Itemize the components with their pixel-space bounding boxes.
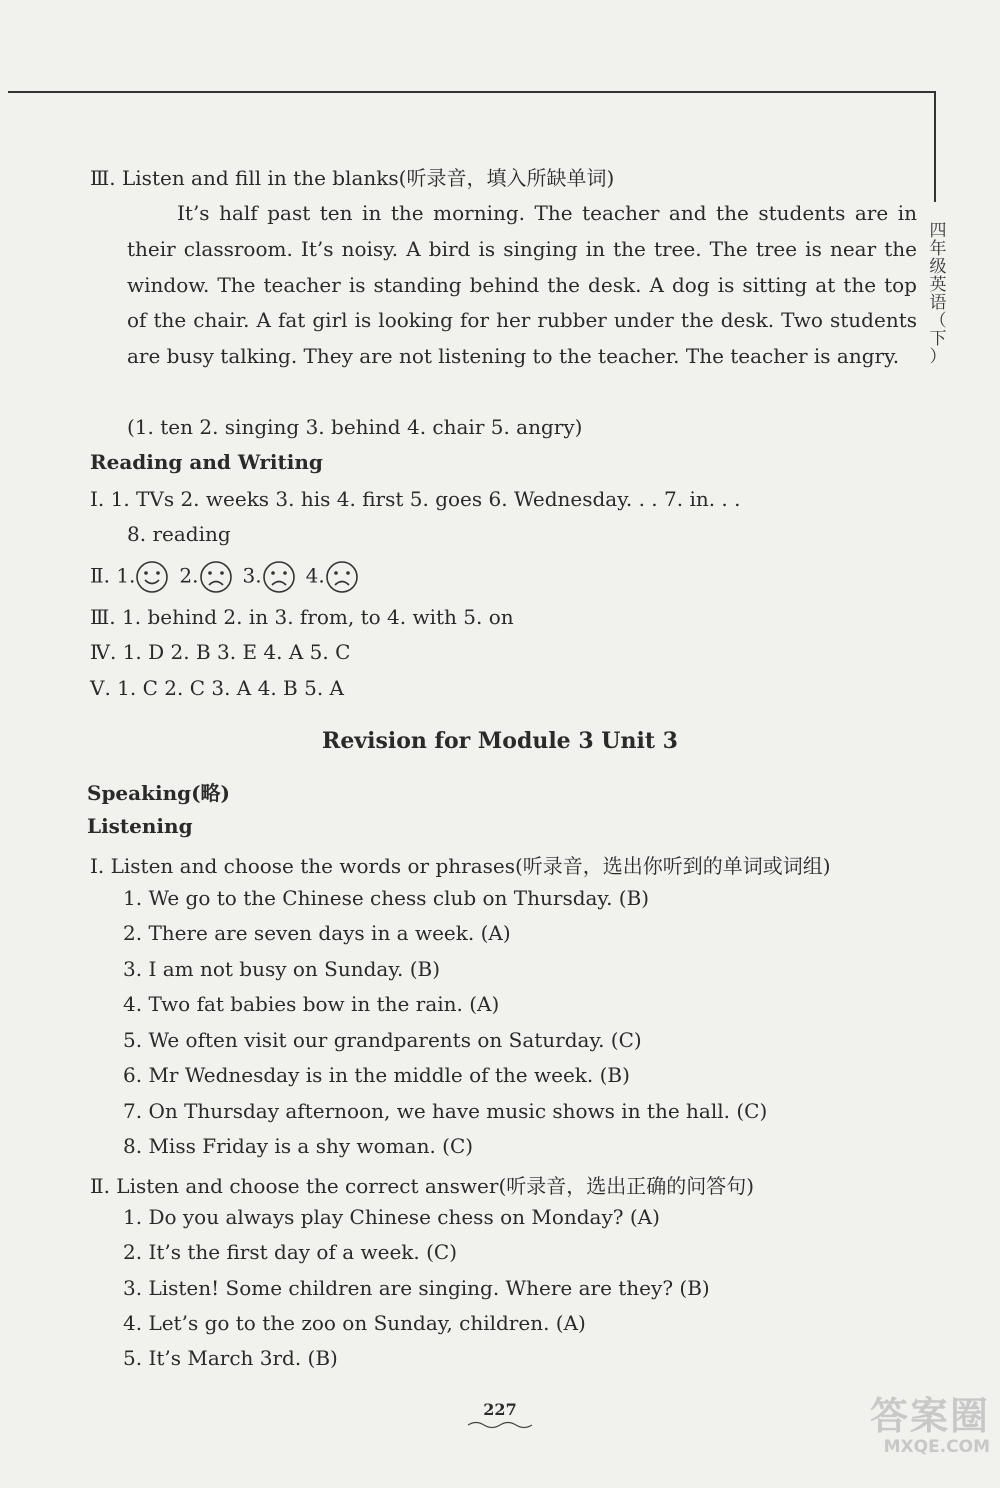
side-label-char: 语	[929, 293, 947, 313]
list-item: 8. Miss Friday is a shy woman. (C)	[123, 1134, 474, 1158]
listening-part2-heading: Ⅱ. Listen and choose the correct answer(听录音，选出正确的问答句)	[90, 1174, 755, 1198]
sad-face-icon	[262, 560, 296, 594]
speaking-heading: Speaking(略)	[87, 781, 231, 805]
page-number: 227	[483, 1400, 517, 1419]
reading-writing-heading: Reading and Writing	[90, 450, 323, 474]
side-label	[926, 222, 950, 366]
watermark-url: MXQE.COM	[883, 1437, 990, 1457]
rw-part2-prefix: Ⅱ.	[90, 563, 110, 588]
rw-part5: Ⅴ. 1. C 2. C 3. A 4. B 5. A	[90, 676, 344, 700]
listening-heading: Listening	[87, 814, 193, 838]
side-label-char: 四	[929, 221, 947, 241]
watermark-logo: 答案圈	[869, 1394, 990, 1438]
list-item: 2. It’s the first day of a week. (C)	[123, 1240, 458, 1264]
smiley-face-icon	[135, 560, 169, 594]
face-item	[116, 560, 169, 594]
passage-answers: (1. ten 2. singing 3. behind 4. chair 5. angry)	[127, 415, 583, 439]
side-label-char: 年	[929, 239, 947, 259]
list-item: 5. It’s March 3rd. (B)	[123, 1346, 338, 1370]
revision-title: Revision for Module 3 Unit 3	[322, 728, 678, 754]
list-item: 2. There are seven days in a week. (A)	[123, 921, 511, 945]
list-item: 6. Mr Wednesday is in the middle of the week. (B)	[123, 1063, 630, 1087]
sad-face-icon	[325, 560, 359, 594]
rw-part1-line1: Ⅰ. 1. TVs 2. weeks 3. his 4. first 5. goes 6. Wednesday. . . 7. in. . .	[90, 487, 741, 511]
face-number: 2.	[179, 563, 199, 588]
face-number: 4.	[305, 563, 325, 588]
side-label-char: （	[929, 311, 947, 331]
list-item: 7. On Thursday afternoon, we have music shows in the hall. (C)	[123, 1099, 768, 1123]
face-item	[179, 560, 232, 594]
list-item: 5. We often visit our grandparents on Saturday. (C)	[123, 1028, 642, 1052]
section3-heading: Ⅲ. Listen and fill in the blanks(听录音，填入所缺单词)	[90, 166, 615, 190]
rw-part3: Ⅲ. 1. behind 2. in 3. from, to 4. with 5. on	[90, 605, 514, 629]
list-item: 3. I am not busy on Sunday. (B)	[123, 957, 440, 981]
list-item: 1. We go to the Chinese chess club on Thursday. (B)	[123, 886, 650, 910]
side-label-char: 下	[929, 329, 947, 349]
list-item: 3. Listen! Some children are singing. Where are they? (B)	[123, 1276, 710, 1300]
rw-part4: Ⅳ. 1. D 2. B 3. E 4. A 5. C	[90, 640, 351, 664]
side-label-char: 级	[929, 257, 947, 277]
face-item	[243, 560, 296, 594]
face-number: 1.	[116, 563, 136, 588]
list-item: 4. Two fat babies bow in the rain. (A)	[123, 992, 500, 1016]
passage-text: It’s half past ten in the morning. The teacher and the students are in their classroom. It’s noisy. A bird is singing in the tree. The tree is near the window. The teacher is standing behind the desk. A dog is sitting at the top of the chair. A fat girl is looking for her rubber under the desk. Two students are busy talking. They are not listening to the teacher. The teacher is angry.	[127, 201, 917, 369]
rw-part1-line2: 8. reading	[127, 522, 231, 546]
face-item	[306, 560, 359, 594]
side-label-char: 英	[929, 275, 947, 295]
watermark	[820, 1395, 990, 1457]
header-rule	[8, 91, 936, 93]
list-item: 1. Do you always play Chinese chess on Monday? (A)	[123, 1205, 660, 1229]
face-number: 3.	[242, 563, 262, 588]
sad-face-icon	[199, 560, 233, 594]
side-label-char: ）	[929, 347, 947, 367]
rw-part2-faces	[90, 560, 369, 594]
side-rule	[934, 92, 936, 202]
listening-part1-heading: Ⅰ. Listen and choose the words or phrases(听录音，选出你听到的单词或词组)	[90, 854, 831, 878]
ornament-icon	[466, 1420, 534, 1430]
list-item: 4. Let’s go to the zoo on Sunday, children. (A)	[123, 1311, 586, 1335]
